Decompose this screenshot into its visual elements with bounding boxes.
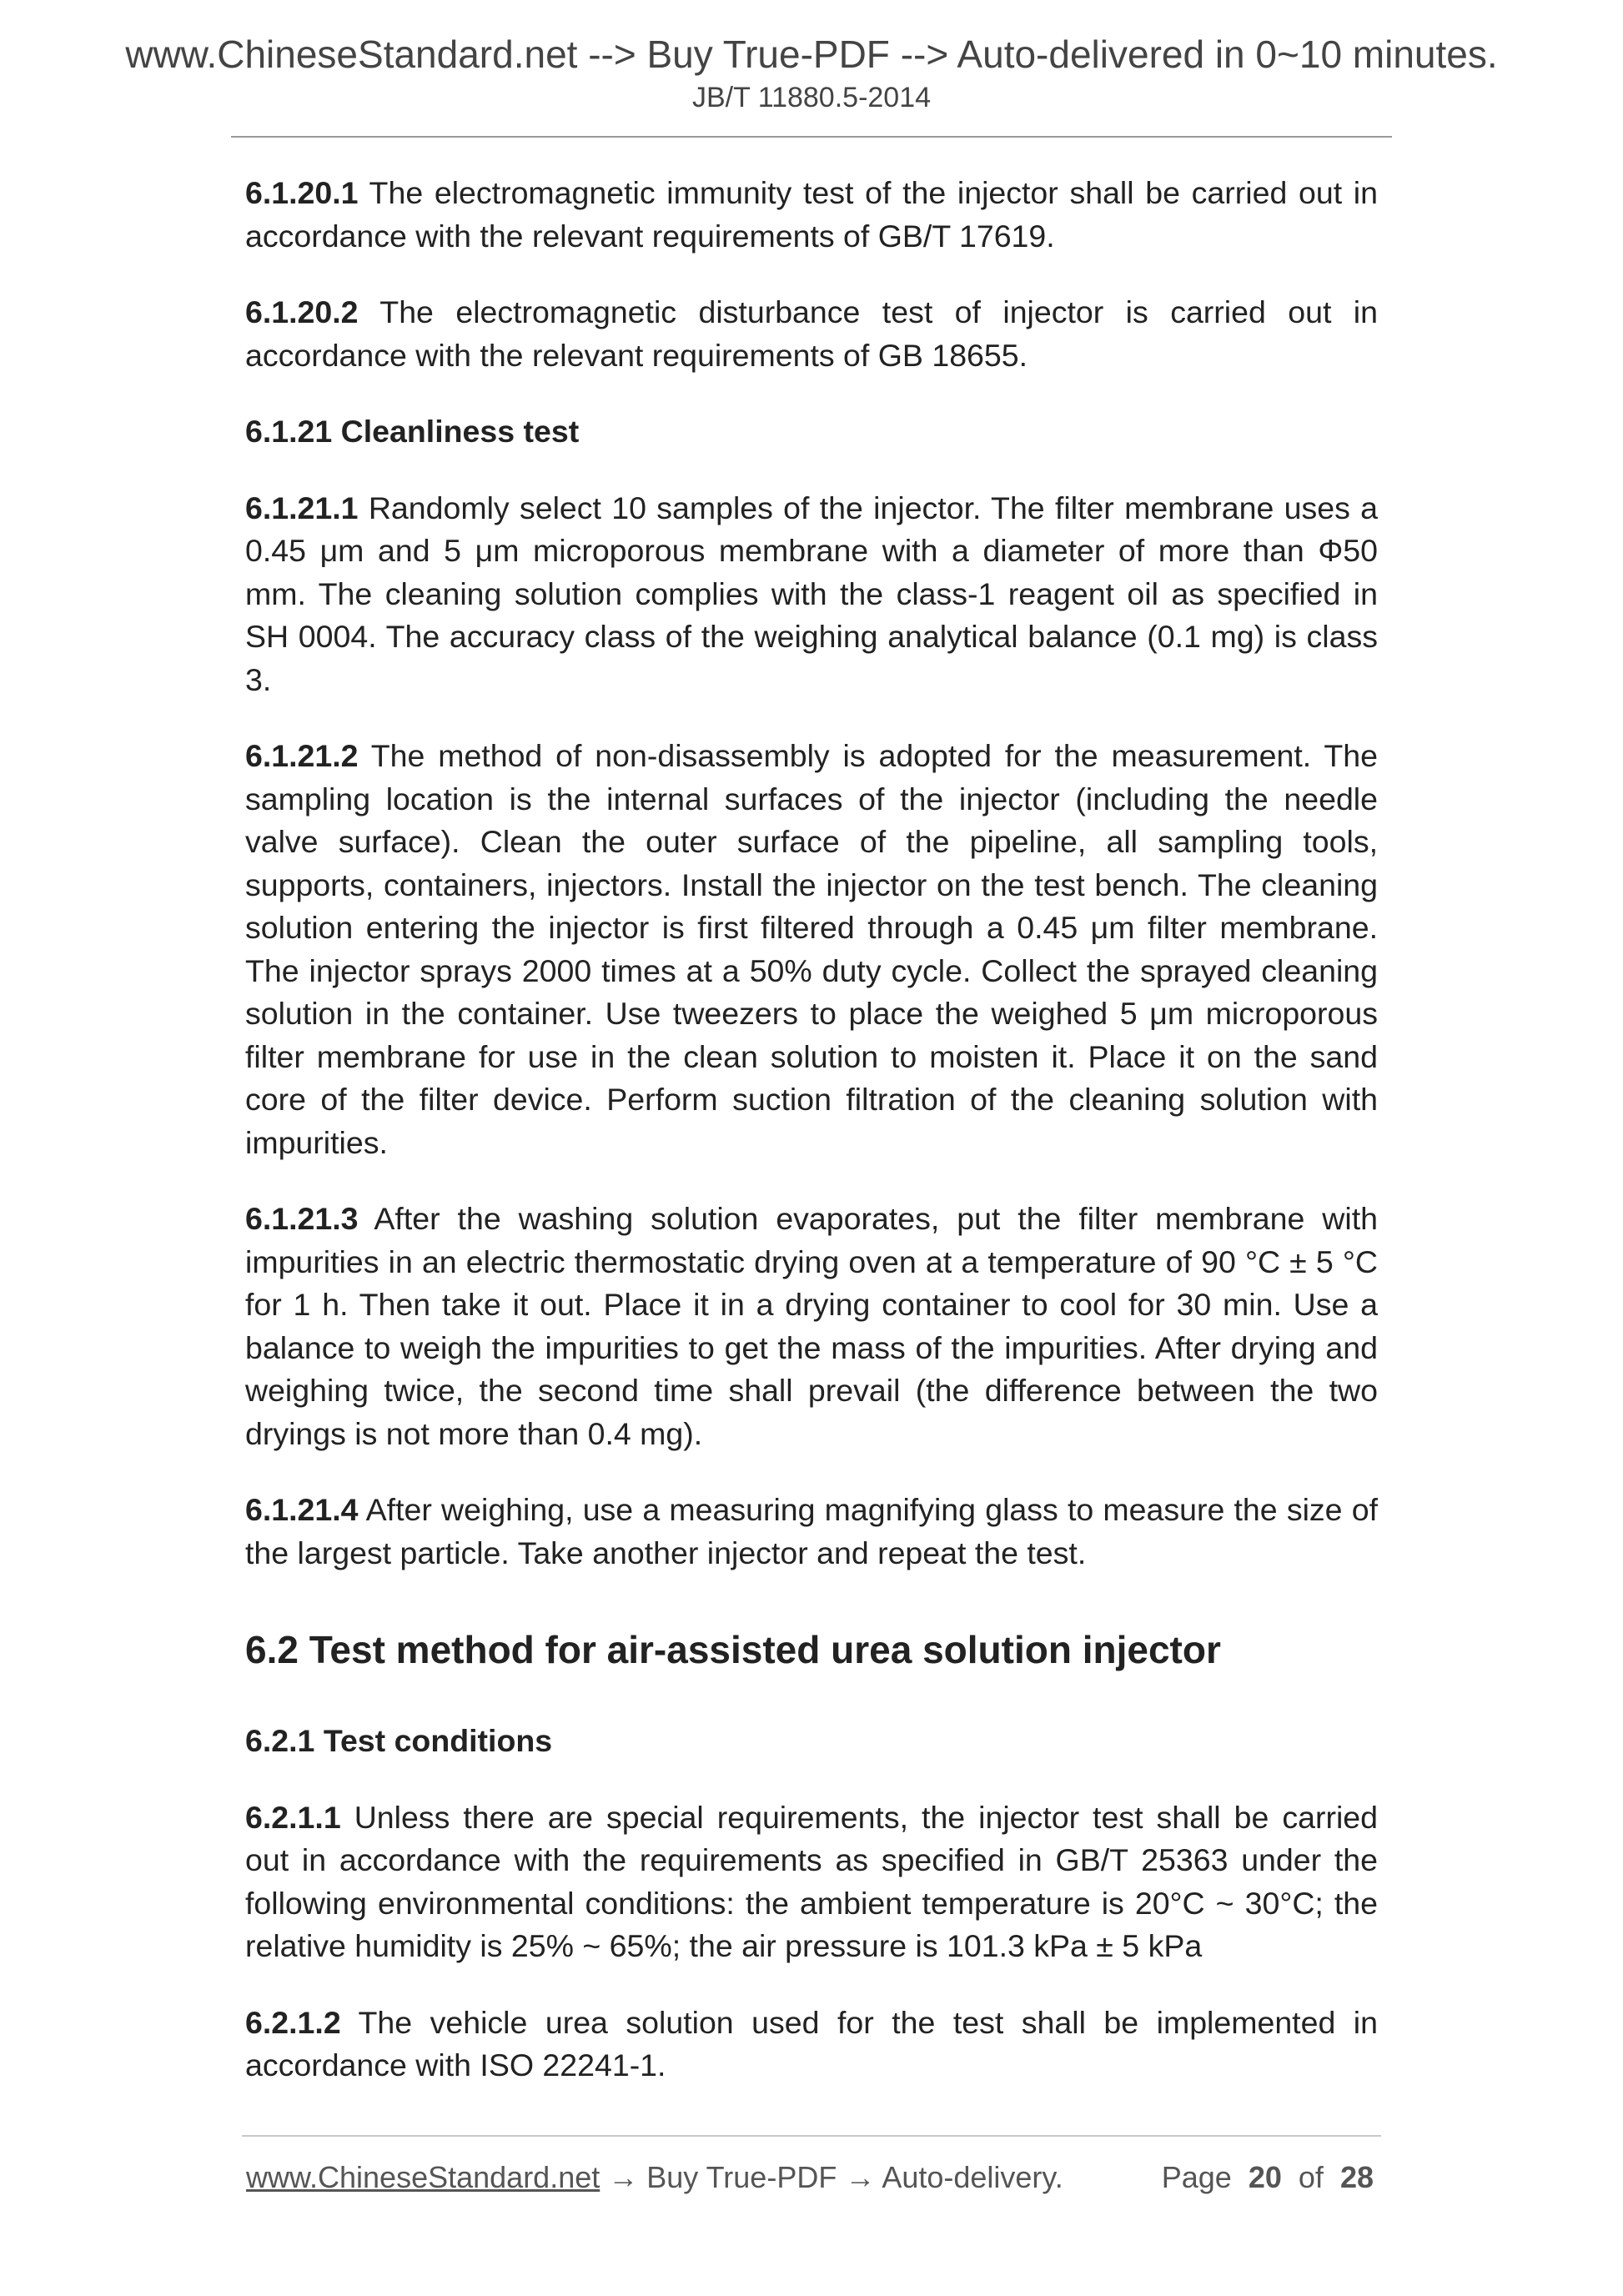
clause-number: 6.1.21.1 bbox=[245, 490, 359, 525]
header-divider bbox=[231, 136, 1392, 138]
clause-text: The electromagnetic disturbance test of injector is carried out in accordance with the relevant requirements of GB 18655. bbox=[245, 294, 1378, 373]
footer-promo bbox=[246, 2160, 1063, 2195]
clause-text: After the washing solution evaporates, put the filter membrane with impurities in an electric thermostatic drying oven at a temperature of 90 °C ± 5 °C for 1 h. Then take it out. Place it in a drying container to cool for 30 min. Use a balance to weigh the impurities to get the mass of the impurities. After drying and weighing twice, the second time shall prevail (the difference between the two dryings is not more than 0.4 mg). bbox=[245, 1201, 1378, 1451]
clause-number: 6.1.21.2 bbox=[245, 738, 359, 773]
clause-text: The method of non-disassembly is adopted for the measurement. The sampling location is the internal surfaces of the injector (including the needle valve surface). Clean the outer surface of the pipeline, all sampling tools, supports, containers, injectors. Install the injector on the test bench. The cleaning solution entering the injector is first filtered through a 0.45 μm filter membrane. The injector sprays 2000 times at a 50% duty cycle. Collect the sprayed cleaning solution in the container. Use tweezers to place the weighed 5 μm microporous filter membrane for use in the clean solution to moisten it. Place it on the sand core of the filter device. Perform suction filtration of the cleaning solution with impurities. bbox=[245, 738, 1378, 1160]
clause-text: Unless there are special requirements, the injector test shall be carried out in accordance with the requirements as specified in GB/T 25363 under the following environmental conditions: the ambient temperature is 20°C ~ 30°C; the relative humidity is 25% ~ 65%; the air pressure is 101.3 kPa ± 5 kPa bbox=[245, 1799, 1378, 1963]
clause-6-1-20-2 bbox=[245, 291, 1378, 377]
clause-6-1-21-3 bbox=[245, 1198, 1378, 1455]
clause-6-2-1-1 bbox=[245, 1796, 1378, 1968]
clause-text: The vehicle urea solution used for the test shall be implemented in accordance with ISO 22241-1. bbox=[245, 2004, 1378, 2082]
clause-6-1-21-4 bbox=[245, 1489, 1378, 1575]
clause-6-1-21-1 bbox=[245, 487, 1378, 702]
heading-6-2-1: 6.2.1 Test conditions bbox=[245, 1723, 553, 1758]
page-label: Page bbox=[1161, 2160, 1232, 2194]
clause-6-1-20-1 bbox=[245, 172, 1378, 258]
clause-text: After weighing, use a measuring magnifying glass to measure the size of the largest particle. Take another injector and repeat the test. bbox=[245, 1492, 1378, 1570]
clause-text: Randomly select 10 samples of the injector. The filter membrane uses a 0.45 μm and 5 μm microporous membrane with a diameter of more than Φ50 mm. The cleaning solution complies with the class-1 reagent oil as specified in SH 0004. The accuracy class of the weighing analytical balance (0.1 mg) is class 3. bbox=[245, 490, 1378, 697]
clause-number: 6.1.20.1 bbox=[245, 175, 359, 210]
clause-number: 6.1.21.3 bbox=[245, 1201, 359, 1236]
page-total: 28 bbox=[1339, 2160, 1374, 2194]
document-body bbox=[245, 172, 1378, 2121]
footer-tagline: → Buy True-PDF → Auto-delivery. bbox=[600, 2160, 1063, 2194]
heading-6-1-21: 6.1.21 Cleanliness test bbox=[245, 414, 580, 449]
clause-text: The electromagnetic immunity test of the injector shall be carried out in accordance with the relevant requirements of GB/T 17619. bbox=[245, 175, 1378, 254]
page-current: 20 bbox=[1248, 2160, 1282, 2194]
site-link[interactable]: www.ChineseStandard.net bbox=[246, 2160, 600, 2194]
page-indicator bbox=[1162, 2160, 1374, 2195]
clause-6-2-1-2 bbox=[245, 2002, 1378, 2088]
header-banner: www.ChineseStandard.net --> Buy True-PDF --> Auto-delivered in 0~10 minutes. bbox=[125, 33, 1498, 76]
standard-id: JB/T 11880.5-2014 bbox=[691, 82, 932, 113]
clause-number: 6.2.1.2 bbox=[245, 2004, 341, 2040]
clause-number: 6.2.1.1 bbox=[245, 1799, 341, 1835]
clause-number: 6.1.20.2 bbox=[245, 294, 359, 329]
clause-6-1-21-2 bbox=[245, 735, 1378, 1164]
page-of: of bbox=[1298, 2160, 1324, 2194]
clause-number: 6.1.21.4 bbox=[245, 1492, 359, 1527]
footer-divider bbox=[242, 2135, 1381, 2137]
heading-6-2: 6.2 Test method for air-assisted urea solution injector bbox=[245, 1628, 1221, 1671]
